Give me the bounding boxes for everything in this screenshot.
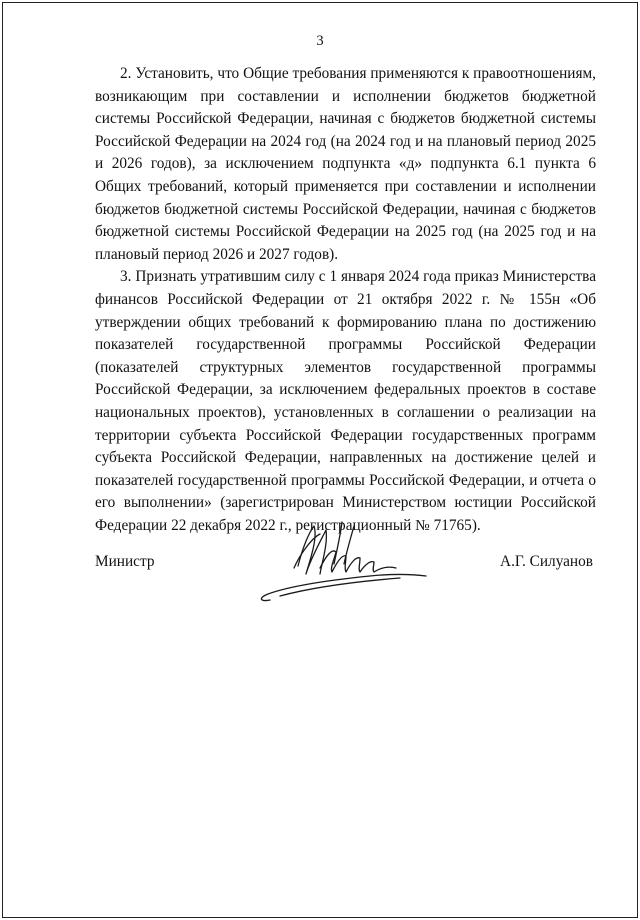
document-body <box>95 63 596 537</box>
clause-3: 3. Признать утратившим силу с 1 января 2024 года приказ Министерства финансов Российской Федерации от 21 октября 2022 г. № 155н «Об утверждении общих требований к формированию плана по достижению показателей государственной программы Российской Федерации (показателей структурных элементов государственной программы Российской Федерации, за исключением федеральных проектов в составе национальных проектов), установленных в соглашении о реализации на территории субъекта Российской Федерации государственных программ субъекта Российской Федерации, направленных на достижение целей и показателей государственной программы Российской Федерации, и отчета о его выполнении» (зарегистрирован Министерством юстиции Российской Федерации 22 декабря 2022 г., регистрационный № 71765). <box>95 268 596 534</box>
page-number: 3 <box>316 33 324 49</box>
clause-2: 2. Установить, что Общие требования применяются к правоотношениям, возникающим при составлении и исполнении бюджетов бюджетной системы Российской Федерации, начиная с бюджетов бюджетной системы Российской Федерации на 2024 год (на 2024 год и на плановый период 2025 и 2026 годов), за исключением подпункта «д» подпункта 6.1 пункта 6 Общих требований, который применяется при составлении и исполнении бюджетов бюджетной системы Российской Федерации, начиная с бюджетов бюджетной системы Российской Федерации на 2025 год (на 2025 год и на плановый период 2026 и 2027 годов). <box>95 65 596 263</box>
signature-block <box>95 550 596 610</box>
signatory-position: Министр <box>95 553 155 570</box>
handwritten-signature <box>250 508 440 618</box>
signatory-name: А.Г. Силуанов <box>500 553 593 570</box>
